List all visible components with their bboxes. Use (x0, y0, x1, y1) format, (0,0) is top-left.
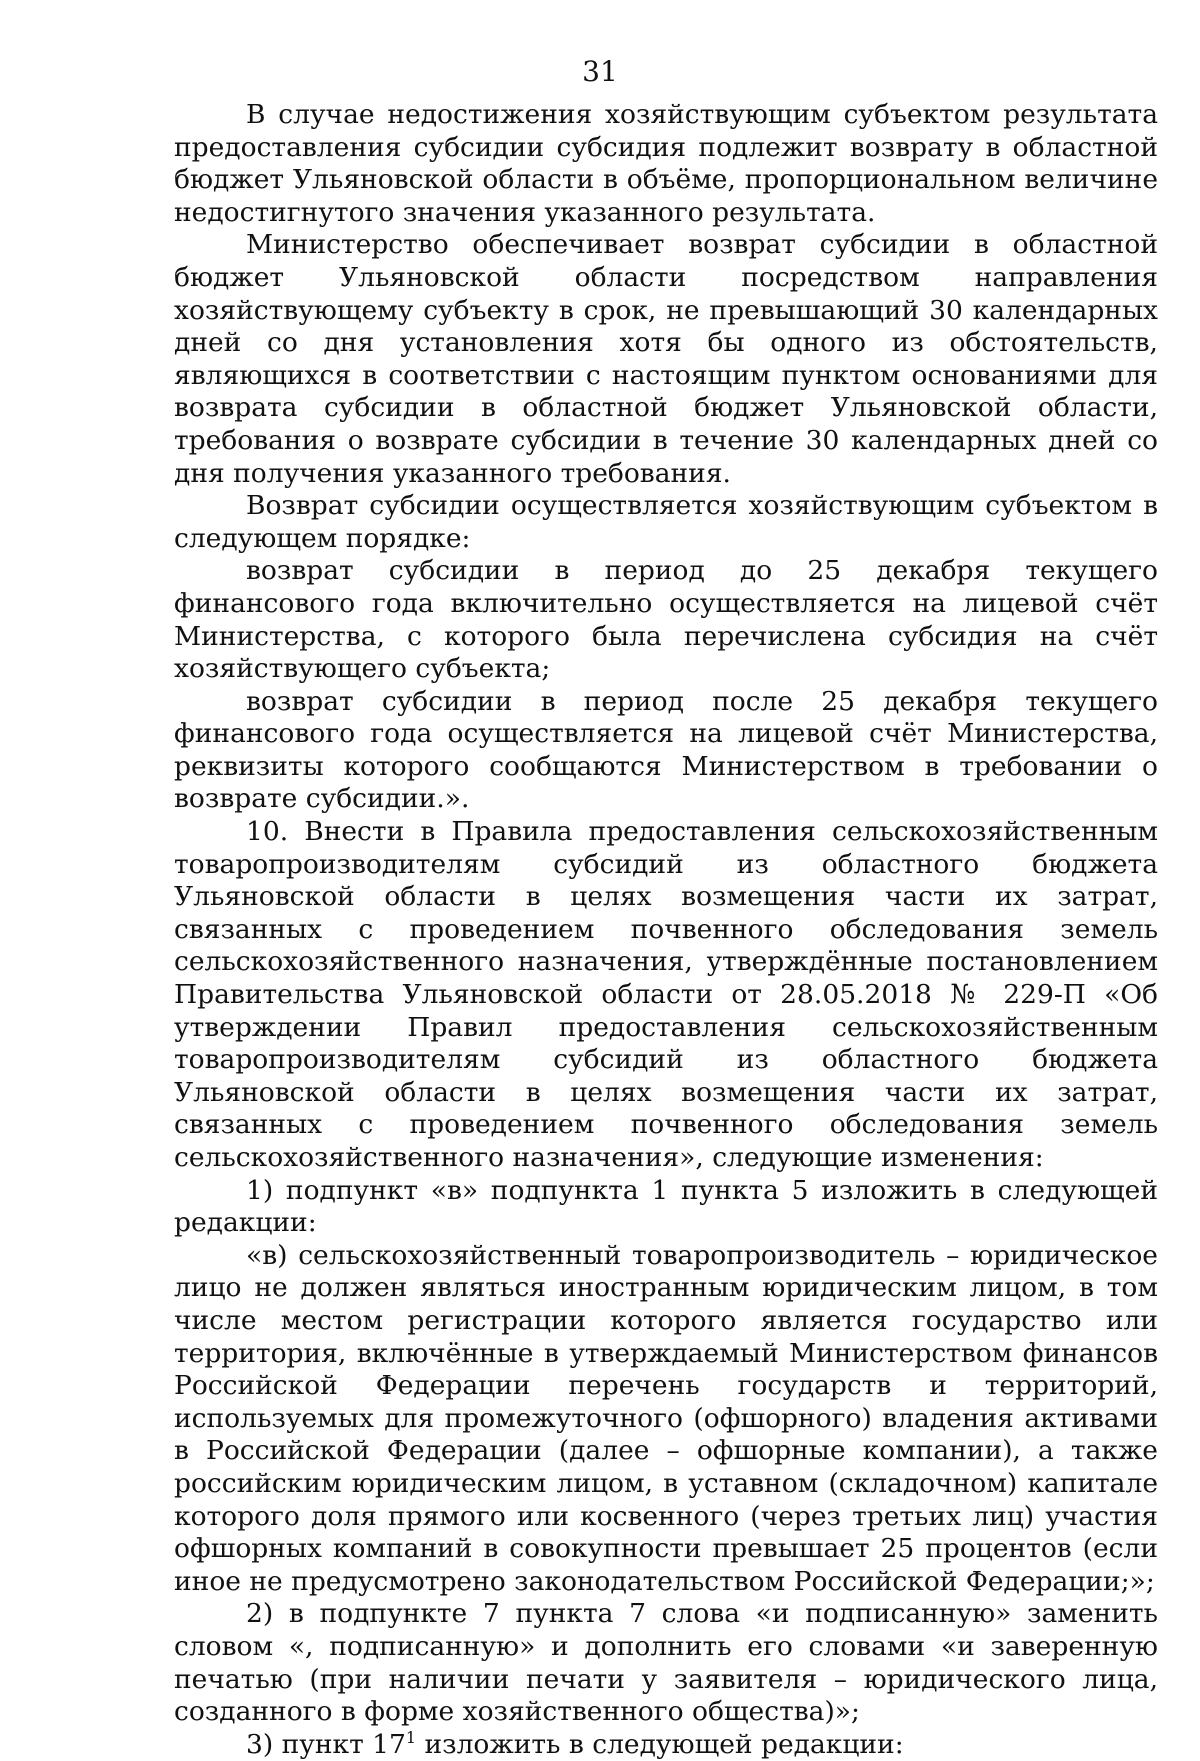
paragraph-subitem-2: 2) в подпункте 7 пункта 7 слова «и подписанную» заменить словом «, подписанную» и дополнить его словами «и заверенную печатью (при наличии печати у заявителя – юридического лица, созданного в форме хозяйственного общества)»; (174, 1598, 1158, 1728)
superscript-1: 1 (405, 1727, 417, 1747)
paragraph-return-order: Возврат субсидии осуществляется хозяйствующим субъектом в следующем порядке: (174, 490, 1158, 554)
paragraph-ministry-return-procedure: Министерство обеспечивает возврат субсидии в областной бюджет Ульяновской области посредством направления хозяйствующему субъекту в срок, не превышающий 30 календарных дней со дня установления хотя бы одного из обстоятельств, являющихся в соответствии с настоящим пунктом основаниями для возврата субсидии в областной бюджет Ульяновской области, требования о возврате субсидии в течение 30 календарных дней со дня получения указанного требования. (174, 229, 1158, 489)
subitem-3-text-end: изложить в следующей редакции: (416, 1728, 904, 1760)
paragraph-item-10: 10. Внести в Правила предоставления сельскохозяйственным товаропроизводителям субсидий из областного бюджета Ульяновской области в целях возмещения части их затрат, связанных с проведением почвенного обследования земель сельскохозяйственного назначения, утверждённые постановлением Правительства Ульяновской области от 28.05.2018 № 229-П «Об утверждении Правил предоставления сельскохозяйственным товаропроизводителям субсидий из областного бюджета Ульяновской области в целях возмещения части их затрат, связанных с проведением почвенного обследования земель сельскохозяйственного назначения», следующие изменения: (174, 816, 1158, 1173)
paragraph-subitem-3 (174, 1729, 1158, 1761)
document-body (174, 99, 1158, 1761)
paragraph-return-before-dec-25: возврат субсидии в период до 25 декабря текущего финансового года включительно осуществляется на лицевой счёт Министерства, с которого была перечислена субсидия на счёт хозяйствующего субъекта; (174, 555, 1158, 685)
paragraph-subsidy-return-condition: В случае недостижения хозяйствующим субъектом результата предоставления субсидии субсидия подлежит возврату в областной бюджет Ульяновской области в объёме, пропорциональном величине недостигнутого значения указанного результата. (174, 99, 1158, 228)
page-number: 31 (582, 55, 618, 88)
paragraph-return-after-dec-25: возврат субсидии в период после 25 декабря текущего финансового года осуществляется на лицевой счёт Министерства, реквизиты которого сообщаются Министерством в требовании о возврате субсидии.». (174, 685, 1158, 815)
subitem-3-text-start: 3) пункт 17 (246, 1728, 406, 1760)
paragraph-subitem-1-text: «в) сельскохозяйственный товаропроизводитель – юридическое лицо не должен являться иностранным юридическим лицом, в том числе местом регистрации которого является государство или территория, включённые в утверждаемый Министерством финансов Российской Федерации перечень государств и территорий, используемых для промежуточного (офшорного) владения активами в Российской Федерации (далее – офшорные компании), а также российским юридическим лицом, в уставном (складочном) капитале которого доля прямого или косвенного (через третьих лиц) участия офшорных компаний в совокупности превышает 25 процентов (если иное не предусмотрено законодательством Российской Федерации;»; (174, 1239, 1158, 1597)
paragraph-subitem-1: 1) подпункт «в» подпункта 1 пункта 5 изложить в следующей редакции: (174, 1174, 1158, 1239)
